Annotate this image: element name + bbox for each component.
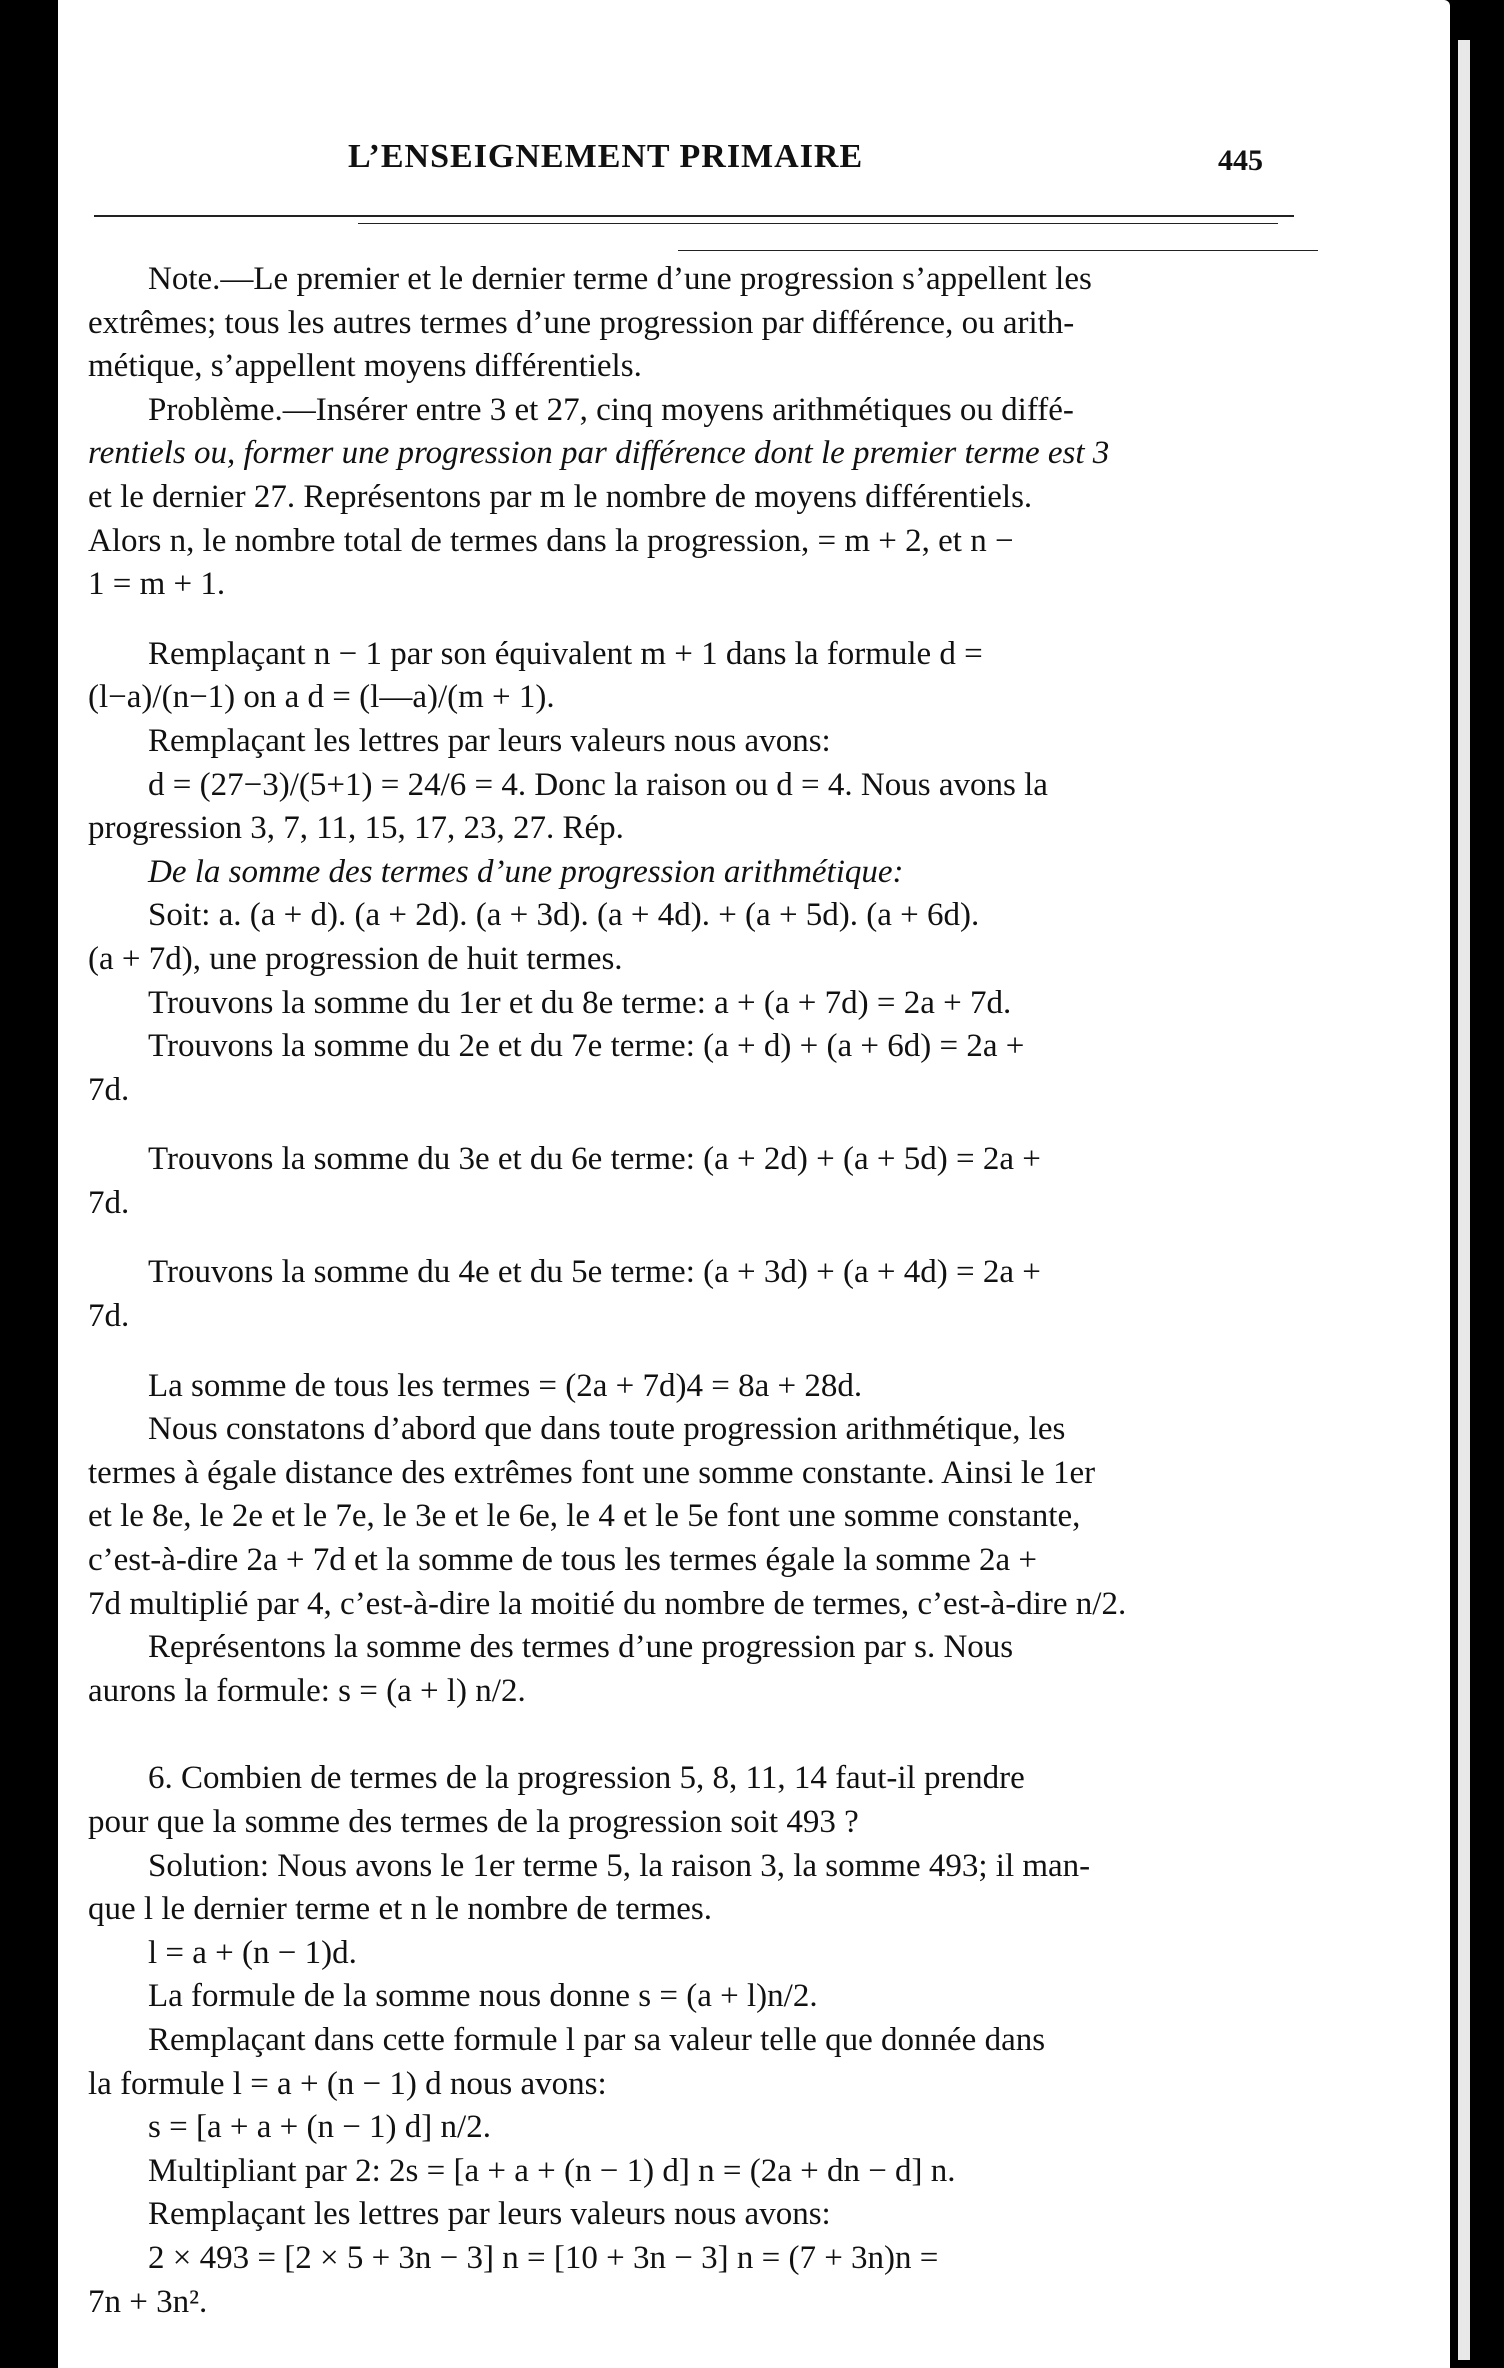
text-line: Soit: a. (a + d). (a + 2d). (a + 3d). (a + 4d). + (a + 5d). (a + 6d). [148,897,980,934]
text-line: métique, s’appellent moyens différentiels. [88,348,642,385]
text-line: 7d multiplié par 4, c’est-à-dire la moitié du nombre de termes, c’est-à-dire n/2. [88,1585,1127,1622]
book-edge [1448,0,1504,2368]
text-line: 7d. [88,1071,130,1108]
text-line: aurons la formule: s = (a + l) n/2. [88,1672,526,1709]
page-number: 445 [1218,144,1263,177]
text-line: Problème.—Insérer entre 3 et 27, cinq moyens arithmétiques ou diffé- [148,391,1074,428]
section-heading: De la somme des termes d’une progression arithmétique: [148,853,904,890]
spacer [88,1713,1288,1757]
spacer [88,1112,1288,1138]
text-line: et le dernier 27. Représentons par m le nombre de moyens différentiels. [88,478,1033,515]
text-line: la formule l = a + (n − 1) d nous avons: [88,2065,607,2102]
text-line: que l le dernier terme et n le nombre de termes. [88,1891,712,1928]
adjacent-page-edge [1458,40,1470,2360]
spacer [88,607,1288,633]
running-title: L’ENSEIGNEMENT PRIMAIRE [348,138,864,175]
text-line: Remplaçant n − 1 par son équivalent m + 1 dans la formule d = [148,635,983,672]
text-line: (a + 7d), une progression de huit termes. [88,940,623,977]
text-line: progression 3, 7, 11, 15, 17, 23, 27. Rép. [88,810,624,847]
text-line: Remplaçant les lettres par leurs valeurs nous avons: [148,2196,831,2233]
text-line: rentiels ou, former une progression par différence dont le premier terme est 3 [88,435,1110,472]
text-line: La formule de la somme nous donne s = (a + l)n/2. [148,1978,818,2015]
text-line: 7d. [88,1298,130,1335]
text-line: Représentons la somme des termes d’une progression par s. Nous [148,1629,1014,1666]
text-line: termes à égale distance des extrêmes font une somme constante. Ainsi le 1er [88,1454,1096,1491]
text-line: 1 = m + 1. [88,566,226,603]
text-line: l = a + (n − 1)d. [148,1934,357,1971]
book-page [58,0,1450,2368]
text-line: Trouvons la somme du 2e et du 7e terme: (a + d) + (a + 6d) = 2a + [148,1028,1025,1065]
text-line: Trouvons la somme du 3e et du 6e terme: (a + 2d) + (a + 5d) = 2a + [148,1141,1041,1178]
page-header [58,118,1450,178]
text-line: Note.—Le premier et le dernier terme d’une progression s’appellent les [148,261,1092,297]
page-body [88,258,1288,2324]
header-rule-short [678,250,1318,251]
text-line: Trouvons la somme du 1er et du 8e terme: a + (a + 7d) = 2a + 7d. [148,984,1012,1021]
header-rule-thin [358,223,1278,224]
text-line: 6. Combien de termes de la progression 5, 8, 11, 14 faut-il prendre [148,1760,1025,1797]
text-line: et le 8e, le 2e et le 7e, le 3e et le 6e, le 4 et le 5e font une somme constante, [88,1498,1081,1535]
text-line: 7n + 3n². [88,2283,208,2320]
text-line: Multipliant par 2: 2s = [a + a + (n − 1) d] n = (2a + dn − d] n. [148,2152,956,2189]
text-line: c’est-à-dire 2a + 7d et la somme de tous les termes égale la somme 2a + [88,1542,1037,1579]
text-line: Solution: Nous avons le 1er terme 5, la raison 3, la somme 493; il man- [148,1847,1091,1884]
text-line: d = (27−3)/(5+1) = 24/6 = 4. Donc la raison ou d = 4. Nous avons la [148,766,1048,803]
text-line: 2 × 493 = [2 × 5 + 3n − 3] n = [10 + 3n − 3] n = (7 + 3n)n = [148,2239,939,2276]
text-line: 7d. [88,1184,130,1221]
header-rule [94,215,1294,217]
text-line: extrêmes; tous les autres termes d’une progression par différence, ou arith- [88,304,1075,341]
text-line: Alors n, le nombre total de termes dans la progression, = m + 2, et n − [88,522,1014,559]
text-line: Remplaçant dans cette formule l par sa valeur telle que donnée dans [148,2021,1046,2058]
spacer [88,1339,1288,1365]
text-line: Remplaçant les lettres par leurs valeurs nous avons: [148,722,831,759]
text-line: Nous constatons d’abord que dans toute progression arithmétique, les [148,1411,1066,1448]
text-line: La somme de tous les termes = (2a + 7d)4 = 8a + 28d. [148,1367,863,1404]
spacer [88,1225,1288,1251]
text-line: pour que la somme des termes de la progression soit 493 ? [88,1804,859,1840]
text-line: (l−a)/(n−1) on a d = (l—a)/(m + 1). [88,679,555,716]
text-line: s = [a + a + (n − 1) d] n/2. [148,2109,491,2146]
text-line: Trouvons la somme du 4e et du 5e terme: (a + 3d) + (a + 4d) = 2a + [148,1254,1041,1291]
